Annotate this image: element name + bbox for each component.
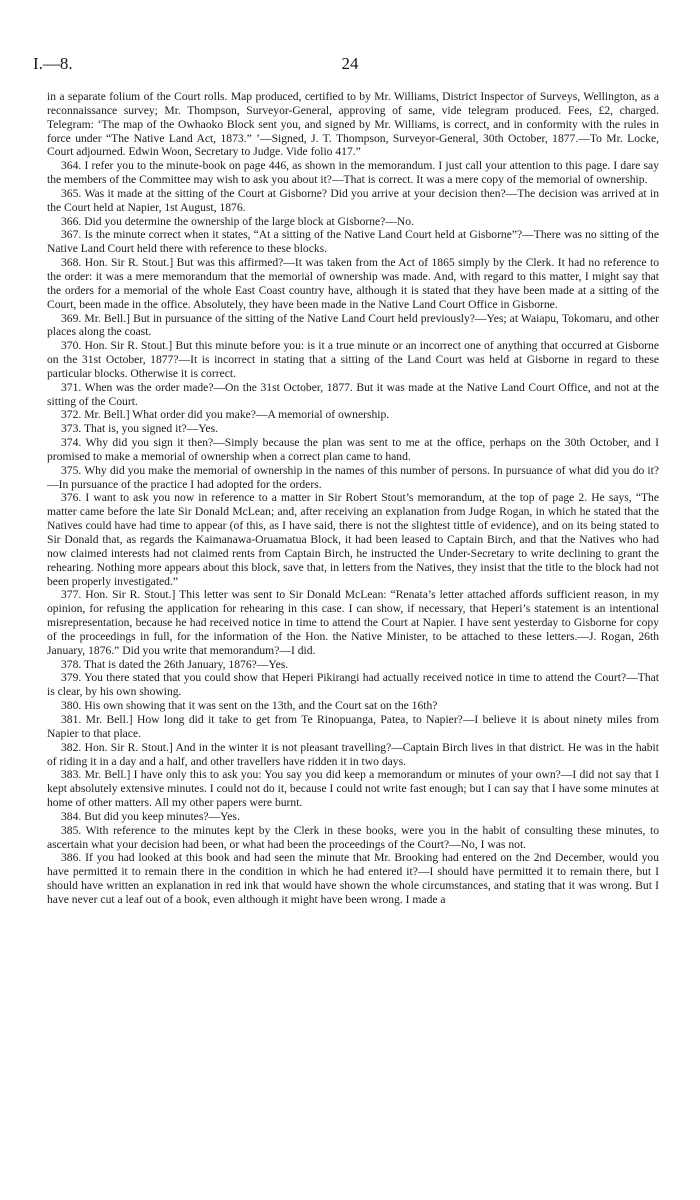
question-368: 368. Hon. Sir R. Stout.] But was this affirmed?—It was taken from the Act of 1865 simply by the Clerk. It had no reference to the order: it was a mere memorandum that the memorial of ownership was made. And, with regard to this matter, I might say that the orders for a memorial of the whole East Coast country have, although it is stated that they have been made at a sitting of the Court, been made in the office. Absolutely, they have been made in the Native Land Court Office in Gisborne. bbox=[47, 256, 659, 311]
question-377: 377. Hon. Sir R. Stout.] This letter was sent to Sir Donald McLean: “Renata’s letter attached affords sufficient reason, in my opinion, for refusing the application for rehearing in this case. I can show, if necessary, that Heperi’s statement is an intentional misrepresentation, because he had received notice in time to attend the Court at Napier. I have sent yesterday to Gisborne for copy of the proceedings in full, for the information of the Hon. the Native Minister, to be attached to these letters.—J. Rogan, 26th January, 1876.” Did you write that memorandum?—I did. bbox=[47, 588, 659, 657]
paragraph-continuation: in a separate folium of the Court rolls. Map produced, certified to by Mr. Williams, District Inspector of Surveys, Wellington, as a reconnaissance survey; Mr. Thompson, Surveyor-General, approving of same, vide telegram produced. Fees, £2, charged. Telegram: ‘The map of the Owhaoko Block sent you, and signed by Mr. Williams, is correct, and in conformity with the rules in force under “The Native Land Act, 1873.” ’—Signed, J. T. Thompson, Surveyor-General, 30th October, 1877.—To Mr. Locke, Court adjourned. Edwin Woon, Secretary to Judge. Vide folio 417.” bbox=[47, 90, 659, 159]
question-371: 371. When was the order made?—On the 31st October, 1877. But it was made at the Native Land Court Office, and not at the sitting of the Court. bbox=[47, 380, 659, 408]
question-386: 386. If you had looked at this book and had seen the minute that Mr. Brooking had entered on the 2nd December, would you have permitted it to remain there in the condition in which he had entered it?—I should have permitted it to remain there, but I should have written an explanation in red ink that would have shown the whole circumstances, and stating that it was wrong. But I have never cut a leaf out of a book, even although it might have been wrong. I made a bbox=[47, 851, 659, 906]
question-365: 365. Was it made at the sitting of the Court at Gisborne? Did you arrive at your decision then?—The decision was arrived at in the Court held at Napier, 1st August, 1876. bbox=[47, 186, 659, 214]
question-375: 375. Why did you make the memorial of ownership in the names of this number of persons. In pursuance of what did you do it?—In pursuance of the practice I had adopted for the orders. bbox=[47, 463, 659, 491]
paper-reference: I.—8. bbox=[33, 54, 73, 73]
question-366: 366. Did you determine the ownership of the large block at Gisborne?—No. bbox=[61, 214, 414, 228]
question-373: 373. That is, you signed it?—Yes. bbox=[61, 422, 219, 436]
question-385: 385. With reference to the minutes kept by the Clerk in these books, were you in the habit of consulting these minutes, to ascertain what your decision had been, or what had been the proceedings of the Court?—No, I was not. bbox=[47, 823, 659, 851]
question-369: 369. Mr. Bell.] But in pursuance of the sitting of the Native Land Court held previously?—Yes; at Waiapu, Tokomaru, and other places along the coast. bbox=[47, 311, 659, 339]
document-body bbox=[47, 90, 659, 907]
question-367: 367. Is the minute correct when it states, “At a sitting of the Native Land Court held at Gisborne”?—There was no sitting of the Native Land Court held there with reference to these blocks. bbox=[47, 228, 659, 256]
question-372: 372. Mr. Bell.] What order did you make?—A memorial of ownership. bbox=[61, 408, 390, 422]
question-381: 381. Mr. Bell.] How long did it take to get from Te Rinopuanga, Patea, to Napier?—I believe it is about ninety miles from Napier to that place. bbox=[47, 712, 659, 740]
question-384: 384. But did you keep minutes?—Yes. bbox=[61, 809, 240, 823]
question-379: 379. You there stated that you could show that Heperi Pikirangi had actually received notice in time to attend the Court?—That is clear, by his own showing. bbox=[47, 671, 659, 699]
question-383: 383. Mr. Bell.] I have only this to ask you: You say you did keep a memorandum or minutes of your own?—I did not say that I kept absolutely extensive minutes. I could not do it, because I could not write fast enough; but I can say that I have some minutes at home of other matters. All my other papers were burnt. bbox=[47, 768, 659, 810]
question-376: 376. I want to ask you now in reference to a matter in Sir Robert Stout’s memorandum, at the top of page 2. He says, “The matter came before the late Sir Donald McLean; and, after receiving an explanation from Judge Rogan, in which he stated that the Natives could have had time to appear (of this, as I have said, there is not the slightest tittle of evidence), and on its being stated to Sir Donald that, as regards the Kaimanawa-Oruamatua Block, it had been leased to Captain Birch, and that the Natives who had now claimed interests had not claimed rents from Captain Birch, he instructed the Under-Secretary to write declining to grant the rehearing. Nothing more appears about this block, save that, in letters from the Natives, they insist that the title to the block had not been properly investigated.” bbox=[47, 491, 659, 588]
page-number: 24 bbox=[341, 54, 359, 73]
question-364: 364. I refer you to the minute-book on page 446, as shown in the memorandum. I just call your attention to this page. I dare say the members of the Committee may wish to ask you about it?—That is correct. It was a mere copy of the memorial of ownership. bbox=[47, 159, 659, 187]
page-header bbox=[33, 54, 667, 78]
question-374: 374. Why did you sign it then?—Simply because the plan was sent to me at the office, perhaps on the 30th October, and I promised to make a memorial of ownership when a correct plan came to hand. bbox=[47, 436, 659, 463]
question-370: 370. Hon. Sir R. Stout.] But this minute before you: is it a true minute or an incorrect one of anything that occurred at Gisborne on the 31st October, 1877?—It is incorrect in stating that a sitting of the Land Court was held at Gisborne in regard to these particular blocks. Otherwise it is correct. bbox=[47, 339, 659, 380]
question-380: 380. His own showing that it was sent on the 13th, and the Court sat on the 16th? bbox=[61, 699, 438, 713]
question-382: 382. Hon. Sir R. Stout.] And in the winter it is not pleasant travelling?—Captain Birch lives in that district. He was in the habit of riding it in a day and a half, and other travellers have ridden it in two days. bbox=[47, 740, 659, 768]
question-378: 378. That is dated the 26th January, 1876?—Yes. bbox=[61, 657, 289, 671]
